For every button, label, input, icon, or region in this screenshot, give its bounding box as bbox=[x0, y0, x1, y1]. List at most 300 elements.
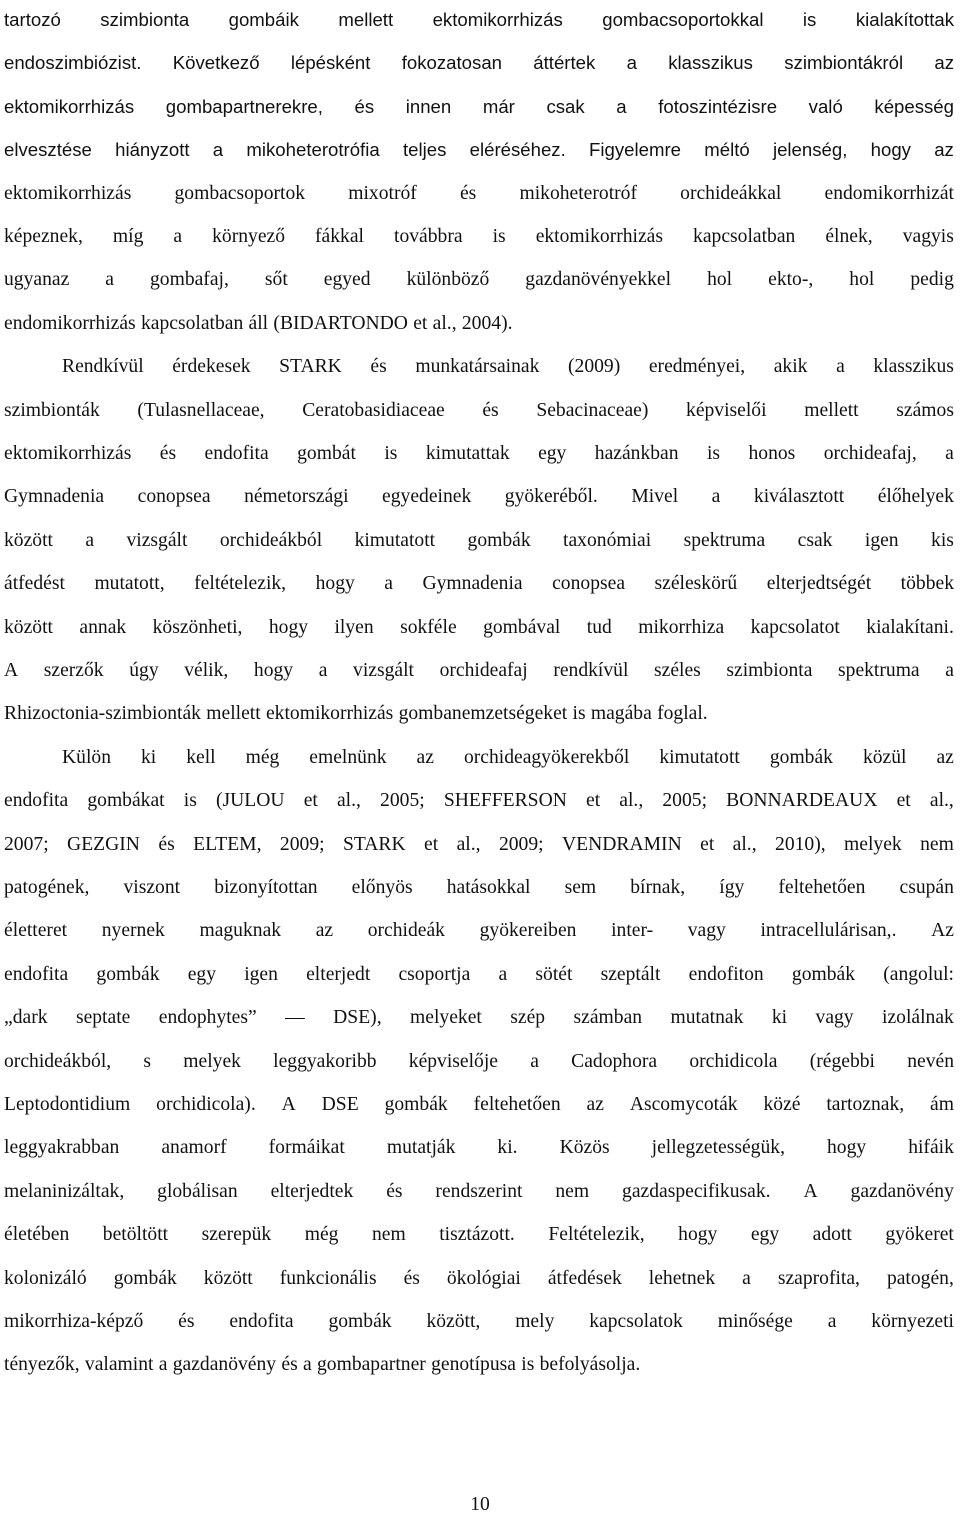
word: Közös bbox=[559, 1137, 610, 1159]
word: globálisan bbox=[157, 1180, 238, 1202]
word: orchideafaj, bbox=[823, 443, 917, 464]
word: (angolul: bbox=[883, 963, 954, 985]
word: taxonómiai bbox=[563, 529, 652, 551]
word: különböző bbox=[406, 269, 490, 291]
word: és bbox=[281, 1354, 298, 1376]
word: STARK bbox=[279, 356, 342, 378]
word: emelnünk bbox=[309, 746, 387, 768]
word: gombafaj, bbox=[149, 269, 229, 291]
word: (2009) bbox=[568, 356, 621, 378]
word: patogén, bbox=[886, 1267, 954, 1289]
word: közé bbox=[763, 1094, 801, 1115]
word: feltehetően bbox=[778, 877, 866, 898]
word: egyed bbox=[323, 269, 371, 291]
word: a bbox=[711, 486, 721, 508]
word: formáikat bbox=[268, 1137, 345, 1159]
word: a bbox=[827, 1311, 837, 1332]
text-line bbox=[4, 1347, 954, 1383]
word: köszönheti, bbox=[152, 616, 243, 638]
text-line bbox=[4, 827, 954, 863]
word: is bbox=[384, 443, 398, 464]
word: bizonyítottan bbox=[214, 877, 318, 898]
word: Gymnadenia bbox=[4, 486, 105, 508]
word: igen bbox=[864, 529, 899, 551]
word: kiválasztott bbox=[753, 486, 845, 508]
word: szeptált bbox=[600, 963, 661, 985]
word: átfedések bbox=[547, 1267, 622, 1289]
word: szimbionta bbox=[100, 9, 190, 30]
word: foglal. bbox=[657, 703, 708, 725]
word: és bbox=[158, 833, 175, 855]
word: intracellulárisan,. bbox=[760, 920, 897, 942]
text-line bbox=[4, 176, 954, 212]
word: között bbox=[203, 1267, 253, 1289]
word: gombák bbox=[467, 529, 531, 551]
word: gombacsoportokkal bbox=[602, 9, 764, 30]
word: a bbox=[158, 1354, 168, 1376]
word: ilyen bbox=[334, 616, 374, 638]
word: innen bbox=[405, 95, 452, 117]
word: Ceratobasidiaceae bbox=[302, 399, 445, 421]
word: leggyakrabban bbox=[4, 1137, 120, 1159]
text-line bbox=[4, 523, 954, 559]
word: az bbox=[315, 920, 334, 942]
word: Ascomycoták bbox=[629, 1094, 738, 1115]
text-line bbox=[4, 306, 954, 342]
word: életteret bbox=[4, 920, 68, 942]
word: feltételezik, bbox=[194, 573, 287, 595]
word: adott bbox=[812, 1224, 852, 1246]
word: a bbox=[303, 1354, 312, 1376]
word: kialakítottak bbox=[855, 9, 954, 30]
word: tud bbox=[586, 616, 612, 638]
word: Rendkívül bbox=[62, 356, 144, 378]
word: endophytes” bbox=[158, 1007, 257, 1029]
word: élőhelyek bbox=[877, 486, 954, 508]
word: conopsea bbox=[552, 573, 626, 595]
word: tényezők, bbox=[4, 1354, 80, 1376]
word: ki. bbox=[497, 1137, 518, 1159]
word: egy bbox=[187, 963, 216, 985]
word: gombák bbox=[113, 1267, 177, 1289]
word: pedig bbox=[910, 269, 954, 291]
word: patogének, bbox=[4, 877, 90, 898]
text-line bbox=[4, 1000, 954, 1036]
word: a bbox=[105, 269, 114, 291]
word: genotípusa bbox=[431, 1354, 516, 1376]
word: BONNARDEAUX bbox=[726, 790, 878, 812]
word: et bbox=[896, 790, 911, 812]
word: sőt bbox=[264, 269, 288, 291]
word: ektomikorrhizás bbox=[4, 95, 135, 117]
word: endoszimbiózist. bbox=[4, 52, 142, 74]
word: gombapartnerekre, bbox=[165, 95, 323, 117]
word: széleskörű bbox=[654, 573, 738, 595]
word: kimutattak bbox=[425, 443, 510, 464]
word: míg bbox=[112, 226, 144, 247]
word: vizsgált bbox=[353, 660, 414, 681]
word: gyökereiben bbox=[479, 920, 577, 942]
word: ám bbox=[930, 1094, 954, 1115]
word: gombacsoportok bbox=[174, 182, 306, 204]
word: között bbox=[4, 616, 53, 638]
word: honos bbox=[748, 443, 796, 464]
word: endofiton bbox=[688, 963, 764, 985]
word: orchideagyökerekből bbox=[463, 746, 630, 768]
word: ektomikorrhizás bbox=[265, 703, 394, 725]
text-line bbox=[4, 89, 954, 125]
word: funkcionális bbox=[279, 1267, 377, 1289]
word: gombapartner bbox=[316, 1354, 426, 1376]
word: környező bbox=[212, 226, 286, 247]
word: hazánkban bbox=[594, 443, 679, 464]
word: Rhizoctonia-szimbionták bbox=[4, 703, 201, 725]
word: mutatott, bbox=[94, 573, 165, 595]
word: magába bbox=[590, 703, 652, 725]
word: széles bbox=[654, 660, 701, 681]
word: (JULOU bbox=[215, 790, 285, 812]
text-line bbox=[4, 2, 954, 38]
word: hogy bbox=[826, 1137, 867, 1159]
word: ELTEM, bbox=[193, 833, 262, 855]
word: is bbox=[706, 443, 721, 464]
word: fákkal bbox=[315, 226, 364, 247]
word: melyeket bbox=[410, 1007, 482, 1029]
word: és bbox=[386, 1180, 403, 1202]
word: — bbox=[285, 1007, 305, 1029]
word: hogy bbox=[870, 139, 911, 161]
word: (BIDARTONDO bbox=[273, 312, 408, 334]
word: szimbionták bbox=[4, 399, 100, 421]
word: nyernek bbox=[101, 920, 165, 942]
text-line bbox=[4, 696, 954, 732]
word: Leptodontidium bbox=[4, 1094, 131, 1115]
word: melaninizáltak, bbox=[4, 1180, 125, 1202]
word: közül bbox=[862, 746, 907, 768]
word: gombát bbox=[297, 443, 356, 464]
word: al., bbox=[929, 790, 954, 812]
word: leggyakoribb bbox=[273, 1050, 377, 1072]
word: gombák bbox=[769, 746, 833, 768]
word: az bbox=[586, 1094, 604, 1115]
word: tartozó bbox=[4, 9, 61, 30]
word: az bbox=[934, 52, 954, 74]
word: a bbox=[85, 529, 95, 551]
text-line bbox=[4, 957, 954, 993]
word: kolonizáló bbox=[4, 1267, 87, 1289]
text-line bbox=[4, 870, 954, 906]
word: hifáik bbox=[908, 1137, 954, 1159]
word: képviselője bbox=[408, 1050, 498, 1072]
text-line bbox=[4, 1217, 954, 1253]
word: ektomikorrhizás bbox=[4, 182, 132, 204]
word: Gymnadenia bbox=[422, 573, 523, 595]
word: orchideákkal bbox=[680, 182, 782, 204]
word: kapcsolatban bbox=[693, 226, 796, 247]
word: hiányzott bbox=[115, 139, 190, 161]
word: nem bbox=[555, 1180, 590, 1202]
word: még bbox=[245, 746, 280, 768]
text-line bbox=[4, 566, 954, 602]
word: munkatársainak bbox=[415, 356, 540, 378]
word: orchideákból, bbox=[4, 1050, 112, 1072]
word: gazdanövény bbox=[172, 1354, 277, 1376]
word: és bbox=[370, 356, 387, 378]
word: mutatják bbox=[386, 1137, 456, 1159]
word: 2009; bbox=[498, 833, 544, 855]
word: kialakítani. bbox=[866, 616, 954, 638]
word: vélik, bbox=[184, 660, 229, 681]
word: STARK bbox=[342, 833, 406, 855]
word: is bbox=[183, 790, 197, 812]
word: érdekesek bbox=[172, 356, 251, 378]
word: is bbox=[572, 703, 586, 725]
word: gombák bbox=[384, 1094, 448, 1115]
word: nevén bbox=[907, 1050, 954, 1072]
word: Külön bbox=[62, 746, 111, 768]
word: rendkívül bbox=[553, 660, 629, 681]
word: orchidicola bbox=[689, 1050, 778, 1072]
word: méltó bbox=[704, 139, 750, 161]
word: való bbox=[808, 95, 843, 117]
word: 2005; bbox=[380, 790, 425, 812]
word: gyökeret bbox=[885, 1224, 954, 1246]
text-line bbox=[4, 1044, 954, 1080]
word: ugyanaz bbox=[4, 269, 70, 291]
word: kimutatott bbox=[354, 529, 436, 551]
word: inter- bbox=[611, 920, 654, 942]
word: számos bbox=[896, 399, 954, 421]
word: kapcsolatban bbox=[140, 312, 244, 334]
word: a bbox=[212, 139, 224, 161]
word: a bbox=[530, 1050, 539, 1072]
word: minősége bbox=[717, 1311, 793, 1332]
word: vagy bbox=[815, 1007, 854, 1029]
word: teljes bbox=[402, 139, 447, 161]
word: mikoheterotrófia bbox=[246, 139, 380, 161]
word: Feltételezik, bbox=[548, 1224, 645, 1246]
word: anamorf bbox=[161, 1137, 227, 1159]
word: Cadophora bbox=[571, 1050, 658, 1072]
word: klasszikus bbox=[668, 52, 753, 74]
page-number: 10 bbox=[470, 1494, 490, 1515]
word: csoportja bbox=[398, 963, 471, 985]
word: 2007; bbox=[4, 833, 49, 855]
word: vizsgált bbox=[126, 529, 188, 551]
word: és bbox=[403, 1267, 420, 1289]
text-line bbox=[4, 653, 954, 689]
word: DSE), bbox=[333, 1007, 382, 1029]
word: élnek, bbox=[825, 226, 873, 247]
word: és bbox=[178, 1311, 195, 1332]
word: a bbox=[626, 52, 637, 74]
text-line bbox=[62, 349, 954, 385]
word: annak bbox=[79, 616, 127, 638]
word: Az bbox=[931, 920, 954, 942]
word: al., bbox=[619, 790, 644, 812]
word: fotoszintézisre bbox=[658, 95, 778, 117]
word: izolálnak bbox=[882, 1007, 954, 1029]
word: a bbox=[945, 660, 954, 681]
word: jelenség, bbox=[772, 139, 848, 161]
word: vagyis bbox=[902, 226, 954, 247]
word: et bbox=[413, 312, 428, 334]
word: ektomikorrhizás bbox=[535, 226, 664, 247]
word: szerepük bbox=[201, 1224, 272, 1246]
word: tisztázott. bbox=[439, 1224, 515, 1246]
word: gombákat bbox=[87, 790, 165, 812]
word: sötét bbox=[535, 963, 573, 985]
word: képeznek, bbox=[4, 226, 83, 247]
word: Következő bbox=[172, 52, 260, 74]
word: képesség bbox=[874, 95, 954, 117]
word: ki bbox=[140, 746, 157, 768]
word: septate bbox=[75, 1007, 131, 1029]
word: (régebbi bbox=[809, 1050, 875, 1072]
word: környezeti bbox=[871, 1311, 954, 1332]
word: hol bbox=[707, 269, 733, 291]
word: eléréséhez. bbox=[469, 139, 566, 161]
word: gazdanövényekkel bbox=[525, 269, 672, 291]
word: kapcsolatot bbox=[750, 616, 840, 638]
word: mely bbox=[515, 1311, 555, 1332]
word: Mivel bbox=[631, 486, 679, 508]
word: gombák bbox=[328, 1311, 392, 1332]
word: endomikorrhizás bbox=[4, 312, 136, 334]
word: egy bbox=[538, 443, 567, 464]
word: conopsea bbox=[137, 486, 211, 508]
word: is bbox=[521, 1354, 535, 1376]
word: szerzők bbox=[43, 660, 104, 681]
word: elterjedtek bbox=[270, 1180, 354, 1202]
word: et bbox=[424, 833, 439, 855]
word: maguknak bbox=[199, 920, 282, 942]
word: al., bbox=[336, 790, 361, 812]
word: viszont bbox=[123, 877, 181, 898]
word: hatásokkal bbox=[446, 877, 531, 898]
word: már bbox=[482, 95, 515, 117]
word: et bbox=[303, 790, 318, 812]
word: a bbox=[498, 963, 508, 985]
word: és bbox=[482, 399, 499, 421]
word: DSE bbox=[321, 1094, 359, 1115]
word: áll bbox=[248, 312, 269, 334]
word: „dark bbox=[4, 1007, 48, 1029]
text-line bbox=[4, 436, 954, 472]
word: rendszerint bbox=[435, 1180, 523, 1202]
word: lehetnek bbox=[648, 1267, 716, 1289]
word: előnyös bbox=[351, 877, 413, 898]
word: orchideafaj bbox=[439, 660, 528, 681]
word: között bbox=[4, 529, 53, 551]
word: kis bbox=[931, 529, 954, 551]
word: vagy bbox=[687, 920, 726, 942]
word: A bbox=[803, 1180, 818, 1202]
word: (Tulasnellaceae, bbox=[137, 399, 265, 421]
word: hol bbox=[849, 269, 875, 291]
word: et bbox=[586, 790, 601, 812]
text-line bbox=[4, 783, 954, 819]
word: 2005; bbox=[662, 790, 708, 812]
word: spektruma bbox=[838, 660, 920, 681]
word: mikoheterotróf bbox=[519, 182, 637, 204]
word: ektomikorrhizás bbox=[432, 9, 563, 30]
word: gombák bbox=[96, 963, 160, 985]
word: eredményei, bbox=[648, 356, 746, 378]
word: számban bbox=[573, 1007, 643, 1029]
word: egy bbox=[750, 1224, 780, 1246]
word: között, bbox=[426, 1311, 481, 1332]
word: s bbox=[143, 1050, 152, 1072]
word: endofita bbox=[204, 443, 269, 464]
word: az bbox=[936, 746, 954, 768]
word: szimbiontákról bbox=[784, 52, 904, 74]
word: gazdaspecifikusak. bbox=[622, 1180, 771, 1202]
text-line bbox=[62, 740, 954, 776]
word: így bbox=[719, 877, 745, 898]
word: melyek bbox=[844, 833, 902, 855]
text-line bbox=[4, 1087, 954, 1123]
word: SHEFFERSON bbox=[443, 790, 567, 812]
word: az bbox=[416, 746, 434, 768]
word: al., bbox=[456, 833, 481, 855]
word: az bbox=[934, 139, 954, 161]
word: hogy bbox=[268, 616, 309, 638]
word: tartoznak, bbox=[826, 1094, 905, 1115]
word: ekto-, bbox=[768, 269, 814, 291]
word: mellett bbox=[206, 703, 261, 725]
word: a bbox=[836, 356, 845, 378]
word: a bbox=[945, 443, 954, 464]
word: betöltött bbox=[102, 1224, 169, 1246]
word: klasszikus bbox=[873, 356, 954, 378]
word: is bbox=[802, 9, 817, 30]
text-line bbox=[4, 262, 954, 298]
word: gombák bbox=[791, 963, 856, 985]
word: csak bbox=[797, 529, 833, 551]
word: kapcsolatok bbox=[589, 1311, 683, 1332]
word: ökológiai bbox=[446, 1267, 521, 1289]
word: kell bbox=[186, 746, 216, 768]
word: a bbox=[742, 1267, 751, 1289]
word: endofita bbox=[4, 790, 69, 812]
word: is bbox=[492, 226, 506, 247]
word: áttértek bbox=[533, 52, 596, 74]
word: és bbox=[159, 443, 177, 464]
word: A bbox=[4, 660, 19, 681]
text-line bbox=[4, 1130, 954, 1166]
word: jellegzetességük, bbox=[651, 1137, 785, 1159]
word: a bbox=[318, 660, 328, 681]
word: életében bbox=[4, 1224, 70, 1246]
word: szaprofita, bbox=[777, 1267, 860, 1289]
word: mellett bbox=[338, 9, 394, 30]
word: VENDRAMIN bbox=[561, 833, 682, 855]
word: Sebacinaceae) bbox=[536, 399, 649, 421]
word: sem bbox=[564, 877, 597, 898]
word: al., bbox=[432, 312, 457, 334]
word: még bbox=[304, 1224, 339, 1246]
word: egyedeinek bbox=[382, 486, 472, 508]
word: gombával bbox=[483, 616, 561, 638]
word: spektruma bbox=[683, 529, 766, 551]
word: Figyelemre bbox=[589, 139, 681, 161]
text-line bbox=[4, 1174, 954, 1210]
word: 2004). bbox=[461, 312, 513, 334]
word: A bbox=[281, 1094, 296, 1115]
word: és bbox=[459, 182, 477, 204]
text-line bbox=[4, 45, 954, 81]
